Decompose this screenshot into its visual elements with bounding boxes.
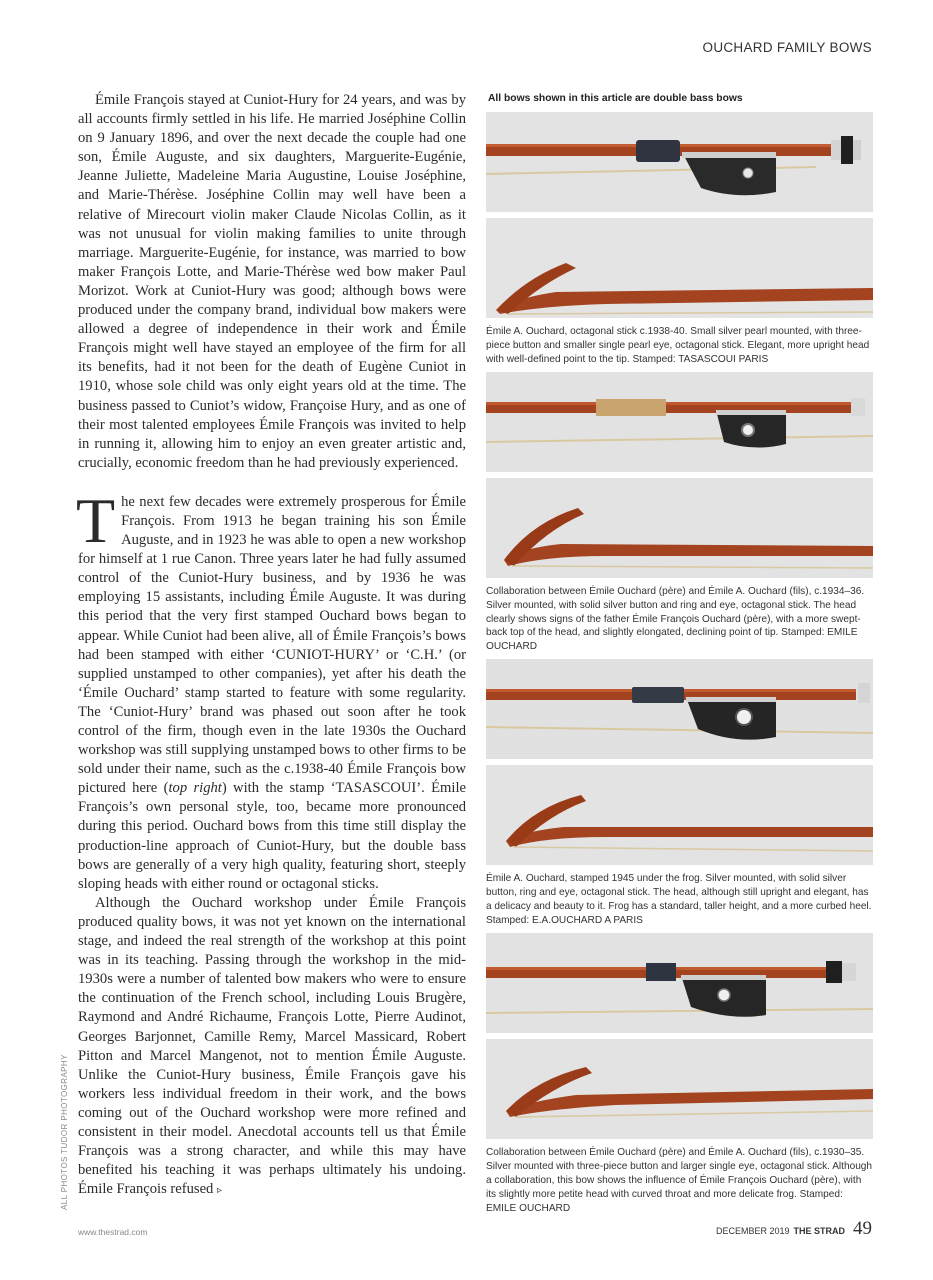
body-paragraph-3: [78, 894, 466, 1201]
bow-head-image: [486, 218, 873, 318]
bow-frog-image: [486, 112, 873, 212]
body-paragraph-3-text: Although the Ouchard workshop under Émile François produced quality bows, it was not yet known on the international stage, and indeed the real strength of the workshop at this point was in its teaching. Passing through the workshop in the mid-1930s were a number of talented bow makers who were to ensure the continuation of the French school, including Louis Brugère, Raymond and André Richaume, François Lotte, Pierre Audinot, Georges Barjonnet, Camille Remy, Marcel Massicard, Robert Pitton and Marcel Mangenot, not to mention Émile Auguste. Unlike the Cuniot-Hury business, Émile François gave his workers less individual freedom in their work, and the bows coming out of the Ouchard workshop were more refined and consistent in their model. Anecdotal accounts tell us that Émile François was a strong character, and while this may have benefited his teaching it was perhaps ultimately his undoing. Émile François refused: [78, 894, 466, 1198]
footer-url: www.thestrad.com: [78, 1227, 148, 1237]
body-paragraph-1: Émile François stayed at Cuniot-Hury for 24 years, and was by all accounts firmly settled in his life. He married Joséphine Collin on 9 January 1896, and over the next decade the couple had one son, Émile Auguste, and six daughters, Marguerite-Eugénie, Jeanne Juliette, Madeleine Maria Augustine, Louise Joséphine, and Marie-Thérèse. Joséphine Collin may well have been a relative of Mirecourt violin maker Claude Nicolas Collin, as it was not unusual for violin making families to unite through marriage. Marguerite-Eugénie, for instance, was married to bow maker François Lotte, and Marie-Thérèse wed bow maker Paul Morizot. Work at Cuniot-Hury was good; although bows were produced under the company brand, individual bow makers were allowed a degree of independence in their work and Émile François might well have stayed an employee of the firm for all its benefits, had it not been for the death of Eugène Cuniot in 1910, whose sole child was only eight years old at the time. The business passed to Cuniot’s widow, Françoise Hury, and as one of their most talented employees Émile François was invited to help in running it, allowing him to enjoy an even greater artistic and, crucially, economic freedom than he had previously experienced.: [78, 92, 466, 471]
footer-issue: DECEMBER 2019: [715, 1226, 790, 1236]
bow-frog-image: [486, 933, 873, 1033]
bow-frog-image: [486, 372, 873, 472]
bow-4-frog-photo: [486, 933, 873, 1033]
bow-1-head-photo: [486, 218, 873, 318]
body-paragraph-2-a: he next few decades were extremely prosperous for Émile François. From 1913 he began training his son Émile Auguste, and in 1923 he was able to open a new workshop for himself at 1 rue Canon. Three years later he had fully assumed control of the Cuniot-Hury business, and by 1936 he was employing 15 assistants, including Émile Auguste. It was during this period that the very first stamped Ouchard bows began to appear. While Cuniot had been alive, all of Émile François’s bows had been stamped with either ‘CUNIOT-HURY’ or ‘C.H.’ (or supplied unstamped to other companies), yet after his death the ‘Émile Ouchard’ stamp started to feature with some regularity. The ‘Cuniot-Hury’ brand was phased out soon after he took control of the firm, though even in the late 1930s the Ouchard workshop was still supplying unstamped bows to other firms to be sold under their name, such as the c.1938-40 Émile François bow pictured here (: [78, 493, 466, 797]
bow-2-head-photo: [486, 478, 873, 578]
drop-cap: T: [76, 484, 116, 556]
bow-4-caption: Collaboration between Émile Ouchard (père) and Émile A. Ouchard (fils), c.1930–35. Silver mounted with three-piece button and larger single eye, octagonal stick. Although a collaboration, this bow shows the influence of Émile François Ouchard (père), with its slightly more petite head with curved throat and more delicate frog. Stamped: EMILE OUCHARD: [486, 1146, 873, 1214]
bow-head-image: [486, 765, 873, 865]
body-paragraph-2-italic: top right: [168, 780, 222, 797]
bow-gallery: [486, 93, 873, 1220]
bow-2-caption: Collaboration between Émile Ouchard (père) and Émile A. Ouchard (fils), c.1934–36. Silver mounted, with solid silver button and ring and eye, octagonal stick. The head clearly shows signs of the father Émile François Ouchard (père), with a more swept-back top of the head, and slightly elongated, declining point of tip. Stamped: EMILE OUCHARD: [486, 585, 865, 653]
bow-head-image: [486, 1039, 873, 1139]
bow-head-image: [486, 478, 873, 578]
bow-1-frog-photo: [486, 112, 873, 212]
footer-magazine: THE STRAD: [793, 1226, 845, 1236]
page-number: 49: [853, 1218, 872, 1239]
gallery-note: All bows shown in this article are double bass bows: [488, 93, 743, 104]
bow-3-caption: Émile A. Ouchard, stamped 1945 under the frog. Silver mounted, with solid silver button, ring and eye, octagonal stick. The head, although still upright and elegant, has a delicacy and beauty to it. Frog has a standard, taller height, and a more curbed heel. Stamped: E.A.OUCHARD A PARIS: [486, 873, 872, 926]
body-paragraph-2: [76, 484, 466, 894]
article-body: [78, 91, 466, 1200]
body-paragraph-2-b: ) with the stamp ‘TASASCOUI’. Émile François’s own personal style, too, became more pronounced during this period. Ouchard bows from this time still display the production-line approach of Cuniot-Hury, but the double bass bows are generally of a very high quality, featuring short, steeply sloping heads with either round or octagonal sticks.: [78, 780, 466, 892]
photo-credit: ALL PHOTOS TUDOR PHOTOGRAPHY: [60, 1054, 69, 1210]
running-head: OUCHARD FAMILY BOWS: [702, 40, 872, 55]
bow-4-head-photo: [486, 1039, 873, 1139]
bow-3-frog-photo: [486, 659, 873, 759]
continue-arrow-icon: ▹: [217, 1185, 223, 1197]
bow-1-caption: Émile A. Ouchard, octagonal stick c.1938-40. Small silver pearl mounted, with three-piece button and smaller single pearl eye, octagonal stick. Elegant, more upright head with well-defined point to the tip. Stamped: TASASCOUI PARIS: [486, 326, 870, 365]
bow-3-head-photo: [486, 765, 873, 865]
bow-frog-image: [486, 659, 873, 759]
footer-folio: [716, 1218, 872, 1240]
bow-2-frog-photo: [486, 372, 873, 472]
